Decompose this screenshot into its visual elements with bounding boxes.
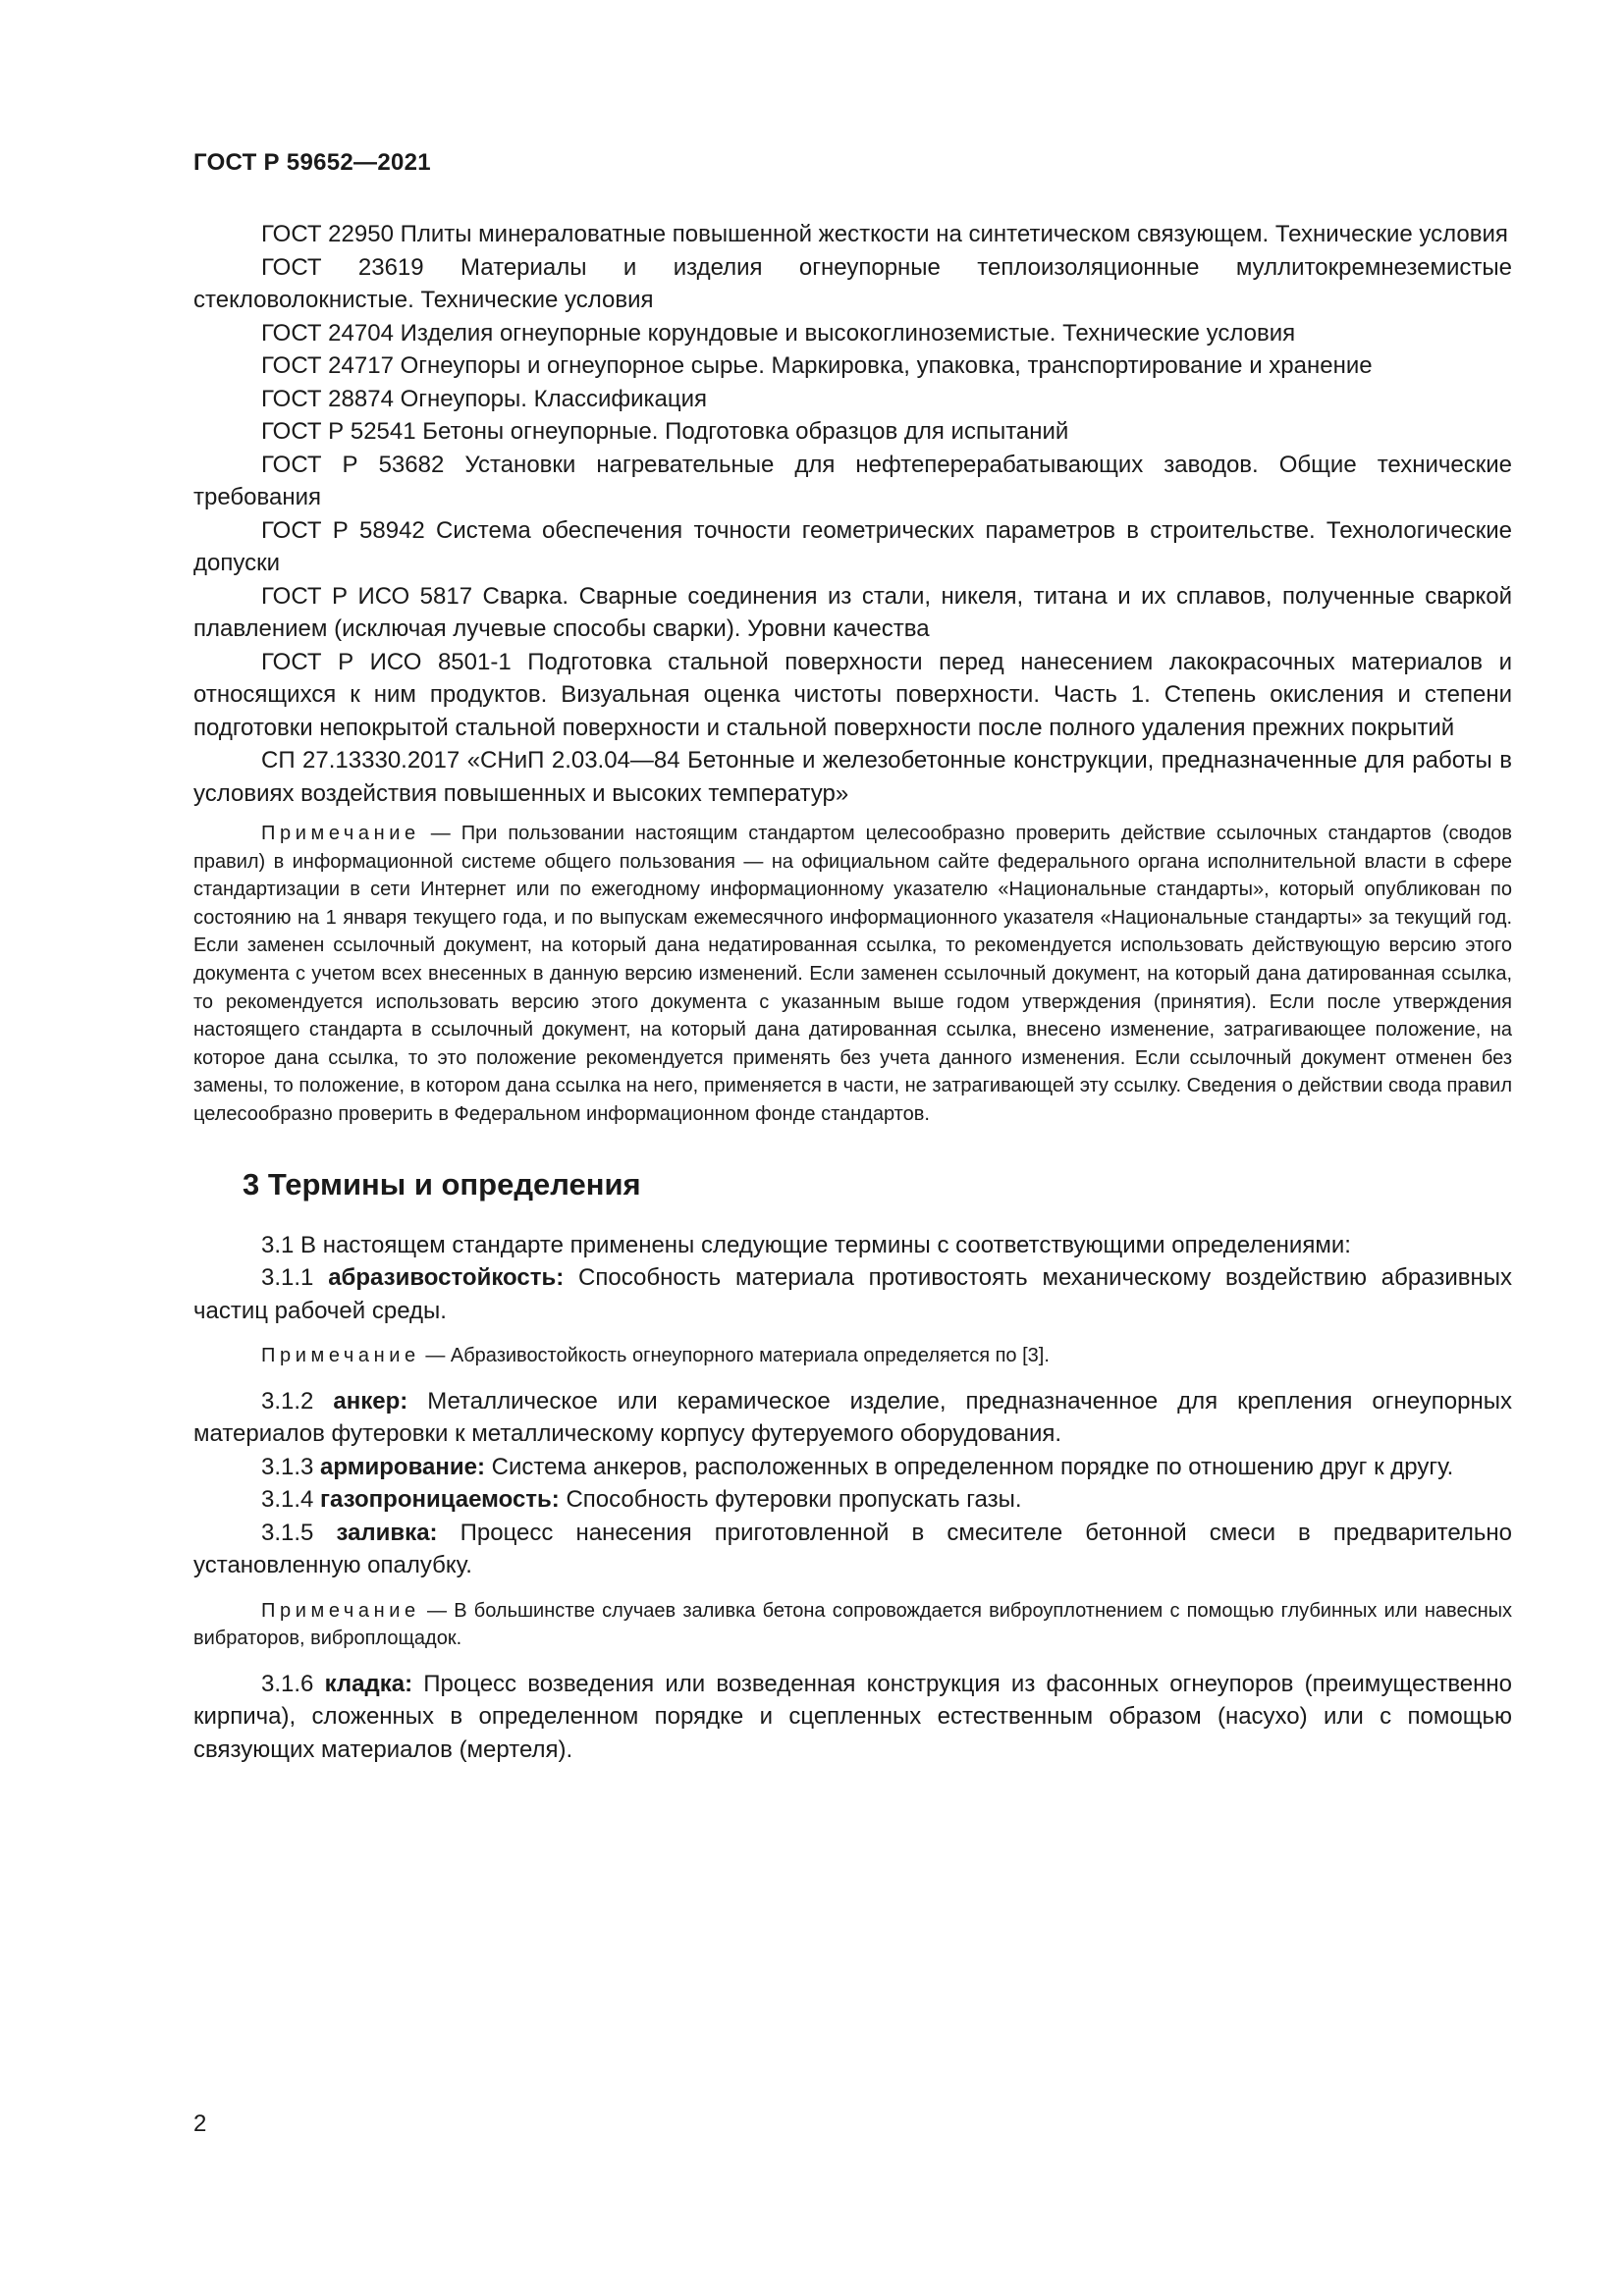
- note-label: Примечание: [261, 1345, 420, 1367]
- term-text: Процесс нанесения приготовленной в смесителе бетонной смеси в предварительно установленную опалубку.: [193, 1519, 1513, 1579]
- term-number: 3.1.4: [261, 1486, 321, 1514]
- term-text: Процесс возведения или возведенная конструкция из фасонных огнеупоров (преимущественно кирпича), сложенных в определенном порядке и сцепленных естественным образом (насухо) или с помощью связующих материалов (мертеля).: [193, 1670, 1513, 1763]
- term-note: [193, 1597, 1512, 1653]
- term-name: армирование:: [320, 1453, 485, 1480]
- note-text: — В большинстве случаев заливка бетона сопровождается виброуплотнением с помощью глубинных или навесных вибраторов, виброплощадок.: [193, 1599, 1512, 1650]
- term-text: Способность материала противостоять механическому воздействию абразивных частиц рабочей среды.: [193, 1264, 1512, 1324]
- term-name: абразивостойкость:: [328, 1264, 565, 1292]
- note-label: Примечание: [261, 823, 420, 844]
- term-name: газопроницаемость:: [320, 1486, 560, 1514]
- term-number: 3.1.3: [261, 1453, 321, 1480]
- term-definition: [193, 1517, 1512, 1582]
- term-name: анкер:: [333, 1387, 408, 1415]
- section-intro: 3.1 В настоящем стандарте применены следующие термины с соответствующими определениями:: [261, 1231, 1351, 1258]
- reference-item: ГОСТ Р ИСО 8501-1 Подготовка стальной поверхности перед нанесением лакокрасочных материалов и относящихся к ним продуктов. Визуальная оценка чистоты поверхности. Часть 1. Степень окисления и степени подготовки непокрытой стальной поверхности и стальной поверхности после полного удаления прежних покрытий: [193, 648, 1512, 741]
- term-number: 3.1.5: [261, 1519, 337, 1546]
- reference-item: ГОСТ Р 52541 Бетоны огнеупорные. Подготовка образцов для испытаний: [261, 418, 1069, 445]
- term-name: заливка:: [336, 1519, 438, 1546]
- reference-item: ГОСТ Р 53682 Установки нагревательные для нефтеперерабатывающих заводов. Общие технические требования: [193, 451, 1512, 510]
- reference-item: ГОСТ 24717 Огнеупоры и огнеупорное сырье. Маркировка, упаковка, транспортирование и хранение: [261, 352, 1373, 379]
- note-label: Примечание: [261, 1599, 420, 1622]
- term-number: 3.1.1: [261, 1264, 329, 1292]
- page-content: [193, 218, 1512, 1766]
- reference-item: ГОСТ 23619 Материалы и изделия огнеупорные теплоизоляционные муллитокремнеземистые стекловолокнистые. Технические условия: [193, 253, 1512, 313]
- term-text: Система анкеров, расположенных в определенном порядке по отношению друг к другу.: [484, 1453, 1454, 1480]
- reference-item: ГОСТ 28874 Огнеупоры. Классификация: [261, 385, 708, 412]
- term-definition: [193, 1451, 1512, 1484]
- term-definition: [193, 1385, 1512, 1451]
- note-text: — При пользовании настоящим стандартом целесообразно проверить действие ссылочных стандартов (сводов правил) в информационной системе общего пользования — на официальном сайте федерального органа исполнительной власти в сфере стандартизации в сети Интернет или по ежегодному информационному указателю «Национальные стандарты», который опубликован по состоянию на 1 января текущего года, и по выпускам ежемесячного информационного указателя «Национальные стандарты» за текущий год. Если заменен ссылочный документ, на который дана недатированная ссылка, то рекомендуется использовать действующую версию этого документа с учетом всех внесенных в данную версию изменений. Если заменен ссылочный документ, на который дана датированная ссылка, то рекомендуется использовать версию этого документа с указанным выше годом утверждения (принятия). Если после утверждения настоящего стандарта в ссылочный документ, на который дана датированная ссылка, внесено изменение, затрагивающее положение, на которое дана ссылка, то это положение рекомендуется применять без учета данного изменения. Если ссылочный документ отменен без замены, то положение, в котором дана ссылка на него, применяется в части, не затрагивающей эту ссылку. Сведения о действии свода правил целесообразно проверить в Федеральном информационном фонде стандартов.: [193, 823, 1512, 1125]
- term-definition: [193, 1261, 1512, 1327]
- note-text: — Абразивостойкость огнеупорного материала определяется по [3].: [419, 1345, 1050, 1367]
- references-note: [193, 820, 1512, 1129]
- document-header: ГОСТ Р 59652—2021: [193, 149, 431, 176]
- term-text: Металлическое или керамическое изделие, предназначенное для крепления огнеупорных материалов футеровки к металлическому корпусу футеруемого оборудования.: [193, 1387, 1512, 1448]
- term-definition: [193, 1668, 1512, 1767]
- term-text: Способность футеровки пропускать газы.: [559, 1486, 1022, 1514]
- reference-item: ГОСТ 24704 Изделия огнеупорные корундовые и высокоглиноземистые. Технические условия: [261, 319, 1296, 347]
- term-number: 3.1.2: [261, 1387, 334, 1415]
- term-number: 3.1.6: [261, 1670, 325, 1697]
- reference-item: ГОСТ Р 58942 Система обеспечения точности геометрических параметров в строительстве. Технологические допуски: [193, 516, 1512, 576]
- term-note: [193, 1342, 1512, 1370]
- term-name: кладка:: [324, 1670, 413, 1697]
- section-title: 3 Термины и определения: [243, 1166, 641, 1201]
- reference-item: СП 27.13330.2017 «СНиП 2.03.04—84 Бетонные и железобетонные конструкции, предназначенные для работы в условиях воздействия повышенных и высоких температур»: [193, 747, 1512, 807]
- references-list: [193, 218, 1512, 810]
- reference-item: ГОСТ Р ИСО 5817 Сварка. Сварные соединения из стали, никеля, титана и их сплавов, полученные сваркой плавлением (исключая лучевые способы сварки). Уровни качества: [193, 582, 1512, 642]
- reference-item: ГОСТ 22950 Плиты минераловатные повышенной жесткости на синтетическом связующем. Технические условия: [261, 221, 1508, 247]
- term-definition: [193, 1483, 1512, 1517]
- page-number: 2: [193, 2110, 207, 2137]
